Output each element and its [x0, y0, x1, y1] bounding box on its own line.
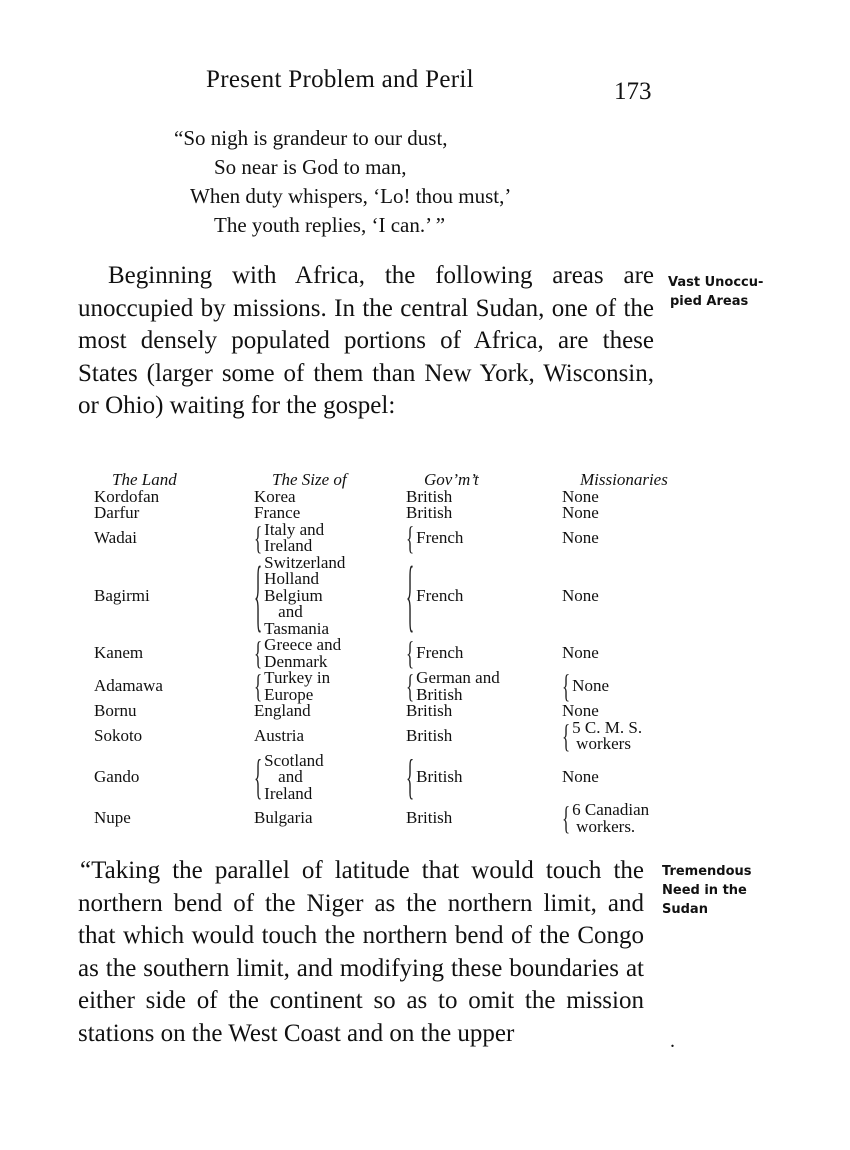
cell-government — [406, 637, 562, 670]
cell-line: Europe — [264, 684, 314, 704]
cell-land: Adamawa — [94, 676, 163, 696]
cell-line: Switzerland — [264, 552, 346, 572]
cell-land: Kordofan — [94, 486, 160, 506]
poem — [174, 124, 511, 240]
cell-line: British — [406, 725, 453, 745]
cell-line: None — [562, 527, 599, 547]
brace-mark: { — [406, 519, 415, 557]
cell-line: workers. — [576, 816, 636, 836]
cell-line: Bulgaria — [254, 808, 313, 828]
cell-line: Belgium — [264, 585, 323, 605]
cell-line: and — [278, 602, 303, 621]
cell-line: Italy and — [264, 519, 325, 539]
cell-line: France — [254, 503, 301, 522]
running-head: Present Problem and Peril — [206, 66, 474, 93]
cell-line: workers — [576, 734, 631, 753]
header-land: The Land — [112, 470, 177, 489]
cell-land: Bagirmi — [94, 585, 150, 605]
cell-line: British — [406, 486, 453, 506]
stray-mark: . — [670, 1030, 675, 1052]
table-row — [94, 505, 720, 522]
brace-mark: { — [254, 635, 263, 672]
cell-line: None — [572, 676, 609, 696]
brace-mark: { — [406, 668, 415, 705]
header-size: The Size of — [272, 470, 347, 489]
cell-land: Gando — [94, 767, 140, 786]
sidenote-line: Vast Unoccu- — [668, 275, 764, 290]
cell-missionaries — [562, 717, 720, 755]
cell-line: Ireland — [264, 536, 313, 555]
cell-land: Kanem — [94, 643, 144, 663]
cell-line: British — [416, 684, 463, 704]
cell-land: Darfur — [94, 503, 140, 522]
cell-land: Wadai — [94, 527, 137, 547]
sidenote-line: Sudan — [662, 902, 708, 917]
sidenote-line: Need in the — [662, 883, 747, 898]
header-missionaries: Missionaries — [580, 470, 668, 489]
sidenote-vast-unoccupied — [668, 273, 778, 311]
header-government: Gov’m’t — [424, 470, 479, 489]
cell-missionaries — [562, 637, 720, 670]
sidenote-line: pied Areas — [670, 294, 749, 309]
cell-missionaries — [562, 555, 720, 638]
poem-line: “So nigh is grandeur to our dust, — [174, 126, 448, 150]
brace-mark: { — [406, 550, 415, 641]
cell-line: None — [562, 643, 599, 663]
brace-mark: { — [406, 635, 415, 672]
cell-missionaries — [562, 670, 720, 703]
cell-land: Nupe — [94, 808, 131, 828]
brace-mark: { — [254, 750, 263, 805]
paragraph-latitude: “Taking the parallel of latitude that would touch the northern bend of the Niger as the northern limit, and that which would touch the northern bend of the Congo as the southern limit, and modifying these boundaries at either side of the continent so as to omit the mission stations on the West Coast and on the upper — [78, 857, 644, 1047]
cell-size — [254, 519, 406, 557]
cell-size — [254, 703, 406, 720]
sidenote-line: Tremendous — [662, 864, 752, 879]
brace-mark: { — [562, 800, 571, 837]
cell-line: French — [416, 585, 464, 605]
cell-government — [406, 720, 562, 753]
cell-line: Korea — [254, 486, 296, 506]
cell-government — [406, 519, 562, 557]
cell-government — [406, 750, 562, 805]
cell-government — [406, 550, 562, 641]
brace-mark: { — [406, 750, 415, 805]
cell-line: None — [562, 585, 599, 605]
cell-size — [254, 750, 406, 805]
page-number: 173 — [614, 78, 652, 105]
table-row — [94, 637, 720, 670]
table-row — [94, 720, 720, 753]
cell-line: Tasmania — [264, 618, 330, 638]
table-row — [94, 753, 720, 803]
poem-line: The youth replies, ‘I can.’ ” — [214, 213, 446, 237]
cell-line: England — [254, 701, 311, 720]
cell-missionaries — [562, 802, 720, 835]
cell-line: Scotland — [264, 750, 324, 770]
cell-line: None — [562, 503, 599, 522]
table-row — [94, 555, 720, 638]
cell-land: Sokoto — [94, 725, 143, 745]
cell-line: 6 Canadian — [572, 800, 650, 819]
cell-line: Austria — [254, 725, 305, 745]
cell-line: British — [416, 767, 463, 786]
cell-line: German and — [416, 668, 500, 687]
missions-table-body — [94, 486, 720, 837]
brace-mark: { — [254, 519, 263, 557]
cell-line: Greece and — [264, 635, 342, 654]
cell-line: French — [416, 527, 464, 547]
cell-missionaries — [562, 753, 720, 803]
cell-line: 5 C. M. S. — [572, 717, 643, 737]
cell-line: Denmark — [264, 651, 328, 671]
brace-mark: { — [562, 668, 571, 705]
cell-line: French — [416, 643, 464, 663]
cell-line: British — [406, 503, 453, 522]
cell-missionaries — [562, 522, 720, 555]
cell-government — [406, 505, 562, 522]
cell-missionaries — [562, 505, 720, 522]
cell-line: Holland — [264, 569, 319, 588]
brace-mark: { — [562, 717, 571, 755]
cell-size — [254, 637, 406, 670]
missions-table — [94, 472, 720, 835]
cell-line: British — [406, 808, 453, 828]
cell-land: Bornu — [94, 701, 137, 720]
table-row — [94, 802, 720, 835]
poem-line: When duty whispers, ‘Lo! thou must,’ — [190, 184, 512, 208]
cell-line: Ireland — [264, 783, 313, 803]
cell-size — [254, 670, 406, 703]
table-row — [94, 670, 720, 703]
cell-government — [406, 670, 562, 703]
poem-line: So near is God to man, — [214, 155, 407, 179]
cell-line: None — [562, 701, 599, 720]
brace-mark: { — [254, 550, 263, 641]
cell-line: Turkey in — [264, 668, 331, 687]
cell-size — [254, 550, 406, 641]
cell-line: None — [562, 767, 599, 786]
paragraph-africa-areas: Beginning with Africa, the following areas are unoccupied by missions. In the central Sudan, one of the most densely populated portions of Africa, are these States (larger some of them than New York, Wisconsin, or Ohio) waiting for the gospel: — [78, 262, 654, 420]
sidenote-tremendous-need — [662, 862, 772, 919]
cell-line: British — [406, 701, 453, 720]
cell-size — [254, 720, 406, 753]
cell-size — [254, 802, 406, 835]
cell-government — [406, 703, 562, 720]
brace-mark: { — [254, 668, 263, 705]
cell-line: and — [278, 767, 303, 786]
cell-government — [406, 802, 562, 835]
cell-line: None — [562, 486, 599, 506]
